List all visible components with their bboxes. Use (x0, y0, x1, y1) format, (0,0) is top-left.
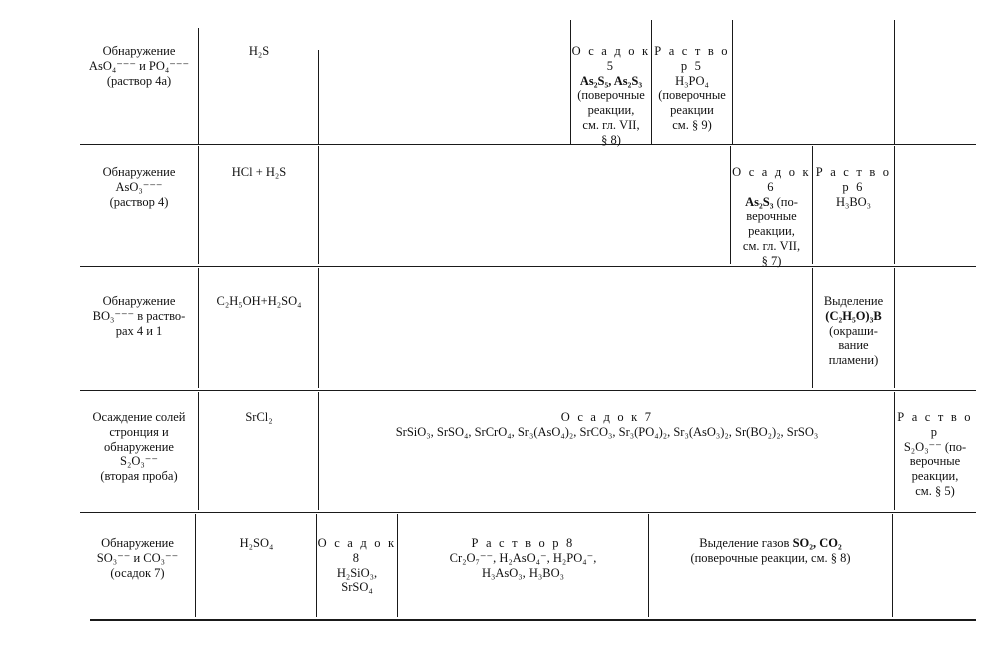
column-divider (894, 20, 895, 144)
label-line: Обнаружение (101, 536, 174, 550)
reagent: HCl + H₂S (231, 165, 287, 179)
column-divider (318, 50, 319, 144)
label-line: обнаружение (104, 439, 174, 454)
row-label (80, 294, 198, 338)
cell-line: см. гл. VII, (742, 238, 801, 253)
row-divider (80, 266, 976, 267)
cell-line: (поверочные (577, 88, 645, 103)
cell-line: (по- (941, 439, 967, 454)
cell-line: § 7) (761, 253, 782, 268)
label-line: (раствор 4) (109, 194, 169, 209)
label-line: Обнаружение (102, 165, 176, 179)
row-label (80, 165, 198, 209)
cell-title: О с а д о к 7 (560, 410, 654, 424)
label-line: Осаждение солей (92, 410, 186, 424)
column-divider (648, 514, 649, 617)
cell-line: реакции, (911, 469, 959, 483)
cell-title: Выделение (823, 294, 884, 308)
cell-title: О с а д о к 6 (732, 165, 811, 194)
row-divider (80, 144, 976, 145)
precipitate-5 (571, 44, 651, 147)
cell-title: О с а д о к 8 (317, 536, 397, 565)
label-line: S₂O₃⁻⁻ (120, 454, 158, 469)
gas-evolution (649, 536, 892, 566)
column-divider (195, 514, 196, 617)
evolution-borate-ester (813, 294, 894, 368)
reagent: SrCl₂ (245, 410, 273, 424)
label-line: Обнаружение (102, 294, 176, 308)
precipitate-7 (320, 410, 894, 440)
label-line: (осадок 7) (110, 565, 165, 580)
column-divider (318, 268, 319, 388)
cell-title: Р а с т в о р (897, 410, 973, 439)
cell-line: реакции, (748, 224, 795, 238)
cell-title: О с а д о к 5 (571, 44, 651, 73)
cell-formula: SrSO₄ (341, 580, 373, 595)
reagent: C₂H₅OH+H₂SO₄ (216, 294, 302, 308)
cell-formula: (C₂H₅O)₃B (825, 308, 882, 323)
column-divider (894, 268, 895, 388)
cell-formula: As₂S₅, As₂S₃ (579, 73, 643, 88)
cell-formula: H₂SiO₃, (336, 565, 378, 580)
cell-line: (по- (773, 194, 798, 209)
label-line: (раствор 4а) (106, 73, 172, 88)
precipitate-6 (731, 165, 812, 268)
row-divider (80, 390, 976, 391)
column-divider (198, 146, 199, 264)
cell-formula: SO₂, CO₂ (792, 536, 842, 550)
cell-line: § 8) (601, 132, 621, 147)
cell-line: (окраши- (829, 323, 878, 338)
label-line: Обнаружение (102, 44, 176, 58)
cell-line: (поверочные (658, 88, 726, 103)
column-divider (318, 392, 319, 510)
cell-formula: S₂O₃⁻⁻ (903, 439, 942, 454)
cell-line: реакции (670, 103, 714, 117)
cell-line: верочные (746, 209, 797, 224)
label-line: AsO₃⁻⁻⁻ (115, 179, 163, 194)
cell-title: Р а с т в о р 8 (471, 536, 575, 550)
column-divider (198, 28, 199, 144)
column-divider (892, 514, 893, 617)
column-divider (198, 392, 199, 510)
row-divider (80, 512, 976, 513)
row-label (80, 410, 198, 484)
cell-line: вание (838, 338, 869, 353)
cell-formula: H₃PO₄ (675, 73, 709, 88)
cell-line: см. гл. VII, (582, 117, 640, 132)
row-label (80, 536, 195, 580)
column-divider (318, 146, 319, 264)
cell-line: см. § 9) (672, 117, 712, 132)
cell-formula: H₃BO₃ (835, 194, 872, 209)
cell-title: Р а с т в о р 5 (654, 44, 730, 73)
column-divider (894, 146, 895, 264)
reagent: H₂SO₄ (239, 536, 274, 550)
cell-line: (поверочные реакции, см. § 8) (690, 550, 851, 565)
label-line: BO₃⁻⁻⁻ в раство- (92, 308, 186, 323)
label-line: (вторая проба) (100, 469, 178, 483)
solution-5 (652, 44, 732, 133)
cell-formula: H₃AsO₃, H₃BO₃ (481, 565, 565, 580)
precipitate-8 (317, 536, 397, 595)
cell-title: Р а с т в о р 6 (815, 165, 892, 194)
cell-line: пламени) (828, 353, 879, 367)
label-line: AsO₄⁻⁻⁻ и PO₄⁻⁻⁻ (88, 58, 190, 73)
column-divider (732, 20, 733, 144)
reagent: H₂S (248, 44, 270, 58)
cell-line: верочные (909, 454, 961, 469)
row-label (80, 44, 198, 88)
cell-formula: SrSiO₃, SrSO₄, SrCrO₄, Sr₃(AsO₄)₂, SrCO₃, Sr₃(PO₄)₂, Sr₃(AsO₃)₂, Sr(BO₂)₂, SrSO₃ (395, 424, 819, 439)
column-divider (198, 268, 199, 388)
solution-8 (398, 536, 648, 580)
cell-line: см. § 5) (915, 483, 955, 498)
cell-line: реакции, (587, 103, 635, 117)
label-line: SO₃⁻⁻ и CO₃⁻⁻ (96, 550, 179, 565)
label-line: рах 4 и 1 (115, 323, 163, 338)
cell-title: Выделение газов (699, 536, 790, 550)
cell-formula: Cr₂O₇⁻⁻, H₂AsO₄⁻, H₂PO₄⁻, (449, 550, 597, 565)
solution-6 (813, 165, 894, 209)
cell-formula: As₂S₃ (745, 194, 774, 209)
solution-thiosulfate (895, 410, 975, 499)
label-line: стронция и (109, 424, 169, 439)
table-bottom-rule (90, 619, 976, 621)
